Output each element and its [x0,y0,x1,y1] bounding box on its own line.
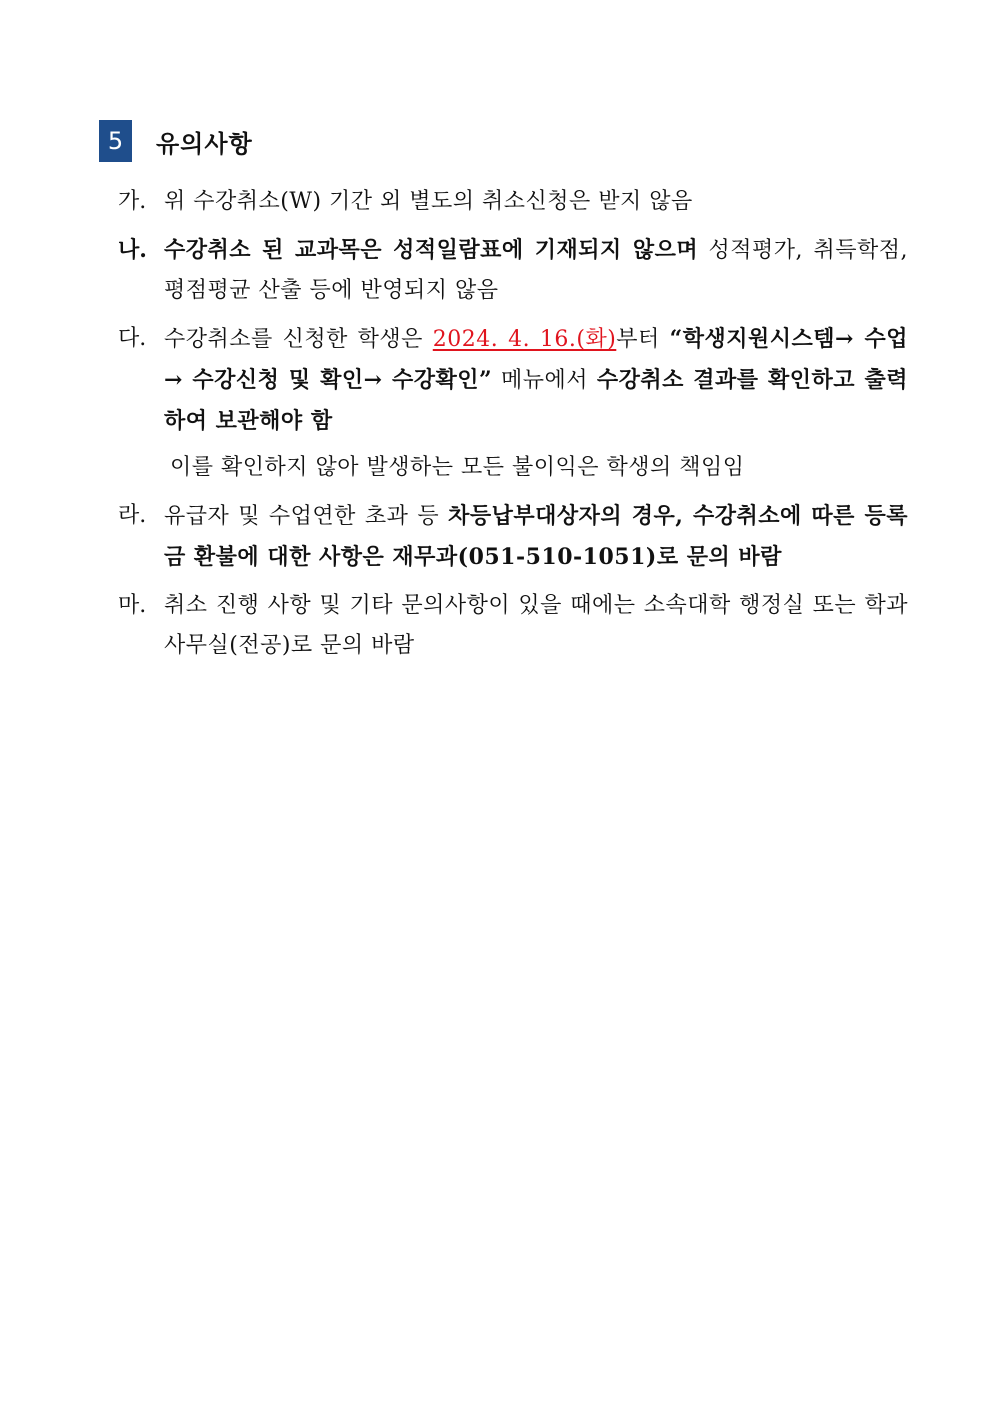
item-text [164,586,908,666]
section-header [99,120,253,162]
responsibility-note: 이를 확인하지 않아 발생하는 모든 불이익은 학생의 책임임 [170,455,745,480]
notice-item-da [118,319,908,442]
item-text-plain: 성적평가, 취득학점, 평점평균 산출 등에 반영되지 않음 [164,238,909,303]
section-title: 유의사항 [156,129,253,158]
item-marker: 다. [118,326,147,351]
notice-item-na [118,230,908,311]
notice-item-ga [118,182,908,222]
item-text-plain: 메뉴에서 [492,368,597,393]
section-number-badge: 5 [99,120,132,162]
item-marker: 마. [118,593,147,618]
item-marker: 라. [118,503,147,528]
item-text-plain: 위 수강취소(W) 기간 외 별도의 취소신청은 받지 않음 [164,189,693,214]
item-text [164,182,908,222]
highlight-date: 2024. 4. 16.(화) [432,327,617,352]
menu-path: “학생지원시스템→ 수업→ 수강신청 및 확인→ 수강확인” [164,326,908,393]
item-text-bold: 차등납부대상자의 경우, 수강취소에 따른 등록금 환불에 대한 사항은 재무과(051-510-1051)로 문의 바람 [164,503,908,570]
item-text-plain: 수강취소를 신청한 학생은 [164,327,433,352]
item-text-bold: 수강취소 결과를 확인하고 출력하여 보관해야 함 [164,367,908,434]
item-marker: 가. [118,189,147,214]
item-text-plain: 취소 진행 사항 및 기타 문의사항이 있을 때에는 소속대학 행정실 또는 학과 사무실(전공)로 문의 바람 [164,593,908,658]
notice-item-ra [118,496,908,578]
item-text-bold: 수강취소 된 교과목은 성적일람표에 기재되지 않으며 [164,237,699,263]
notice-item-ma [118,586,908,666]
item-text-plain: 유급자 및 수업연한 초과 등 [164,504,449,529]
item-text [164,230,908,311]
item-text [164,496,908,578]
notice-list [118,182,908,674]
item-marker: 나. [118,237,147,263]
item-text [164,319,908,442]
item-text-plain: 부터 [616,327,670,352]
